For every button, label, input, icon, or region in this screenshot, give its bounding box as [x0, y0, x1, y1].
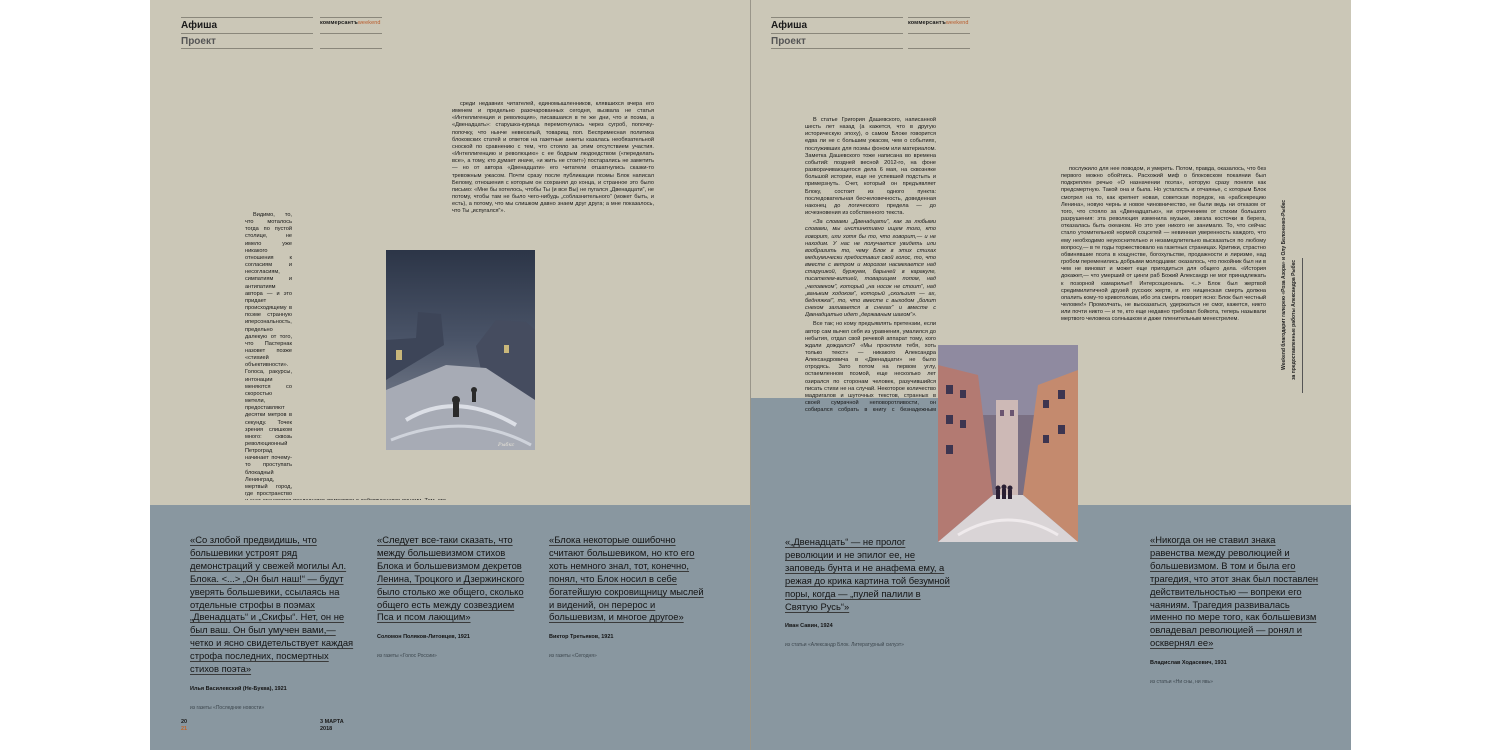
- article-paragraph: среди недавних читателей, единомышленников, клявшихся вчера его именем и предельно разочарованных сегодня, вызвала не статья «Интеллигенция и революция», писавшаяся в те же дни, что и поэма, а «Двенадцать»: старушка-курица перемотнулась через сугроб, попочку-попочку, что нынче невеселый, товарищ поп. Беспримесная политика блоковских статей и ответов на газетные анкеты казалась необязательной сноской по сравнению с тем, что стояло за этим отсутствием участия. «Интеллигенцию и революцию» с ее бодрым людоедством («переделать все», а тому, кто думает иначе, «и жить не стоит») постарались не заметить — но от автора «Двенадцати» его читатели отшатнулись сказки-то тревожным ужасом. Почти сразу после публикации поэмы Блок написал Белому, отношения с которым он сохранял до конца, и странное это было письмо: «Мне бы хотелось, чтобы Ты (и все Вы) не пугался „Двенадцати“, не потому, чтобы там не было чего-нибудь „соблазнительного“ (может быть, и есть), а потому, что мы слишком давно знаем друг друга; а мне показалось, что Ты „испугался“».: [452, 101, 654, 215]
- issue-year: 2018: [320, 726, 333, 732]
- brand-rule-mid: [908, 33, 970, 34]
- left-page: [150, 0, 751, 750]
- brand-label: коммерсантъweekend: [908, 20, 969, 26]
- credit-rule: [1302, 258, 1303, 393]
- article-column-top: [452, 101, 654, 247]
- article-paragraph: «За словами „Двенадцати“, как за любыми словами, мы инстинктивно ищем того, кто говорит, или хотя бы то, что говорит,— и не находим. У нас не получается увидеть или вообразить то, чему Блок в этих стихах медиумически предоставил свой голос, то, что вместе с ветром и морозом насмехается над старушкой, буржуем, барыней в каракуле, писателем-витией, товарищем попом, над „человеком“, который „на носок не стоит“, над „ваньким ходоком“, который „скользит — ах, бедняжка!“, то, что вместе с выходом „болит снехом заливается в снегах“ и вместе с Двенадцатью идет „державным шагом“».: [805, 219, 936, 319]
- artwork-signature: Рыбкс: [498, 442, 515, 448]
- quote-1: [190, 534, 354, 715]
- quote-4-source: из статьи «Александр Блок. Литературный силуэт»: [785, 642, 904, 649]
- article-column-right: [1061, 166, 1266, 394]
- article-paragraph: Все так; но кому предъявлять претензии, если автор сам вычел себя из уравнения, умалился до небытия, отдал свой речевой аппарат тому, кого ждали дождался? «Мы прокляли тебя, хоть только текст» — никакого Александра Александровича в «Двенадцати» не было отродясь. Зато потом на первом углу, остаемленном поэмой, еще несколько лет озирался по сторонам человек, разучившийся писать стихи не на случай. Некоторое количество мадригалов и шуточных текстов, странных в своей сумрачной неповоротливости, он собирался собрать в книгу с безнадежным: [805, 321, 936, 412]
- artwork-city-street: [938, 345, 1078, 542]
- quote-5-text: «Никогда он не ставил знака равенства между революцией и большевизмом. В том и была его трагедия, что этот знак был поставлен действительностью — вопреки его чаяниям. Трагедия развивалась именно по мере того, как большевизм овладевал революцией — ронял и осквернял ее»: [1150, 534, 1319, 649]
- article-paragraph: В статье Григория Дашевского, написанной шесть лет назад (а кажется, что в другую историческую эпоху), о самом Блоке говорится едва ли не с большим ужасом, чем о событиях, послуживших для поэмы фоном или материалом. Заметка Дашевского тоже написана во времена событий: поздней весной 2012-го, на фоне разворачивающегося дела 6 мая, на сквозняке большой истории, еще не успевшей подстыть и примерзнуть. Счет, который он предъявляет Блоку, состоит из одного пункта: последовательная бесчеловечность, доведенная наконец до логического предела — до исчезновения из собственного текста.: [805, 117, 936, 217]
- quote-3-source: из газеты «Сегодня»: [549, 653, 597, 660]
- section-title: Афиша: [771, 20, 808, 31]
- quote-3-text: «Блока некоторые ошибочно считают большевиком, но кто его хоть немного знал, тот, конечно, понял, что Блок носил в себе богатейшую сокровищницу мыслей и видений, он перерос и большевизм, и многое другое»: [549, 534, 704, 623]
- brand-rule-bottom: [320, 48, 382, 49]
- quote-1-source: из газеты «Последние новости»: [190, 704, 265, 711]
- quote-1-text: «Со злобой предвидишь, что большевики устроят ряд демонстраций у свежей могилы Ал. Блока. <...> „Он был наш!“ — будут уверять большевики, ссылаясь на отдельные строфы в поэмах „Двенадцать“ и „Скифы“. Нет, он не был ваш. Он был умучен вами,— четко и ясно свидетельствует каждая строфа последних, посмертных стихов поэта»: [190, 534, 354, 675]
- page-number-right: 21: [181, 726, 188, 732]
- page-number-left: 20: [181, 719, 188, 725]
- subsection-title: Проект: [771, 36, 806, 47]
- brand-rule-bottom: [908, 48, 970, 49]
- article-paragraph: послужило для нее поводом, и умереть. Потом, правда, оказалось, что без первого можно обойтись. Расхожий миф о блоковском покаянии был подкреплен речью «О назначении поэта», которую сразу поняли как предсмертную. Такой она и была. Но усталость и отчаянье, с которым Блок смотрел на то, как крепнет новая, советская порядок, на «рабсекрецию Ленина», новую чернь и новое чиновничество, не были ведь ни отказом от того, что стояло за «Двенадцатью», ни отречением от стихии большого разрушения: эта революция изменила музыке, звезла косточки в берега, отказалась быть океаном. Но это уже никого не занимало. То, что сейчас стало утомительной нормой соцсетей — невинная уверенность каждого, что ему необходимо неукоснительно и незамедлительно высказаться по любому вопросу,— в те годы торжествовало на газетных страницах. Критики, страстно обвинявшие поэта в кощунстве, богохульстве, продажности и лиризме, над гробом переменились добрыми молодцами: оказалось, что покойник был ни в чем не виноват и может еще пригодиться для общего дела. «История докажет,— что умерший от цинги раб Божий Александр не мог принадлежать к позорной камарилье!! Интерсоциональ. <..> Блок был жертвой средимилитичной друзей русских жертв, и его нищенская смерть должна опалить кому-то кривотолкам, ибо эта смерть говорит ясно: Блок был честный человек!» Промолчать, не высказаться, удержаться не смог, кажется, никто или почти никто — и те, кто еще недавно требовал бойкота, теперь называли мертвого человека солнышком и даже пленительным менестрелем.: [1061, 166, 1266, 323]
- quote-3-author: Виктор Третьяков, 1921: [549, 634, 614, 641]
- header-rule-mid: [181, 33, 313, 34]
- article-paragraph: Видимо, то, что моталось тогда по пустой столице, не имело уже никакого отношения к согласиям и несогласиям, симпатиям и антипатиям автора — и это придает происходящему в поэме странную иперсональность, предельно далекую от того, что Пастернак назовет позже «стихией объективности». Голоса, ракурсы, интонации меняются со скоростью метели, предоставляют десятки метров в секунду. Точек зрения слишком много: сквозь революционный Петроград начинает почему-то проступать блокадный Ленинград, мертвый город, где пространство: [245, 212, 292, 498]
- subsection-title: Проект: [181, 36, 216, 47]
- brand-rule-top: [320, 17, 382, 18]
- header-rule-bottom: [771, 48, 903, 49]
- artwork-city-street-image: [938, 345, 1078, 542]
- header-rule-top: [771, 17, 903, 18]
- quote-4-author: Иван Савин, 1924: [785, 623, 833, 630]
- artwork-night-street: [386, 250, 535, 450]
- quote-2-text: «Следует все-таки сказать, что между большевизмом стихов Блока и большевизмом декретов Ленина, Троцкого и Дзержинского было столько же общего, сколько общего есть между созвездием Пса и псом лающим»: [377, 534, 525, 623]
- quote-4: [785, 536, 950, 652]
- brand-rule-mid: [320, 33, 382, 34]
- quote-2-author: Соломон Поляков-Литовцев, 1921: [377, 634, 470, 641]
- quote-1-author: Илья Василевский (Не-Буква), 1921: [190, 685, 287, 692]
- quote-3: [549, 534, 709, 663]
- brand-rule-top: [908, 17, 970, 18]
- quote-5-author: Владислав Ходасевич, 1931: [1150, 660, 1227, 667]
- right-beige-extension: [1077, 398, 1351, 505]
- issue-label: 3 МАРТА: [320, 719, 344, 725]
- header-rule-top: [181, 17, 313, 18]
- quote-2-source: из газеты «Голос России»: [377, 653, 437, 660]
- header-rule-mid: [771, 33, 903, 34]
- page-number: [181, 719, 187, 733]
- artwork-night-street-image: [386, 250, 535, 450]
- vertical-credit-2: за предоставленные работы Александра Рыбкс: [1291, 260, 1297, 380]
- quote-4-text: «„Двенадцать“ — не пролог революции и не эпилог ее, не заповедь бунта и не анафема ему, а режая до крика картина той безумной поры, когда — „пулей палили в Святую Русь“»: [785, 536, 950, 612]
- right-page: [751, 0, 1351, 750]
- quote-5: [1150, 534, 1322, 689]
- header-rule-bottom: [181, 48, 313, 49]
- issue-date: [320, 719, 344, 733]
- vertical-credit: Weekend благодарит галерею «Роза Азора» и Олу Белоненко-Рыбкс: [1281, 200, 1287, 370]
- quote-2: [377, 534, 532, 663]
- brand-label: коммерсантъweekend: [320, 20, 381, 26]
- quote-5-source: из статьи «Ни сны, ни явь»: [1150, 679, 1213, 686]
- section-title: Афиша: [181, 20, 218, 31]
